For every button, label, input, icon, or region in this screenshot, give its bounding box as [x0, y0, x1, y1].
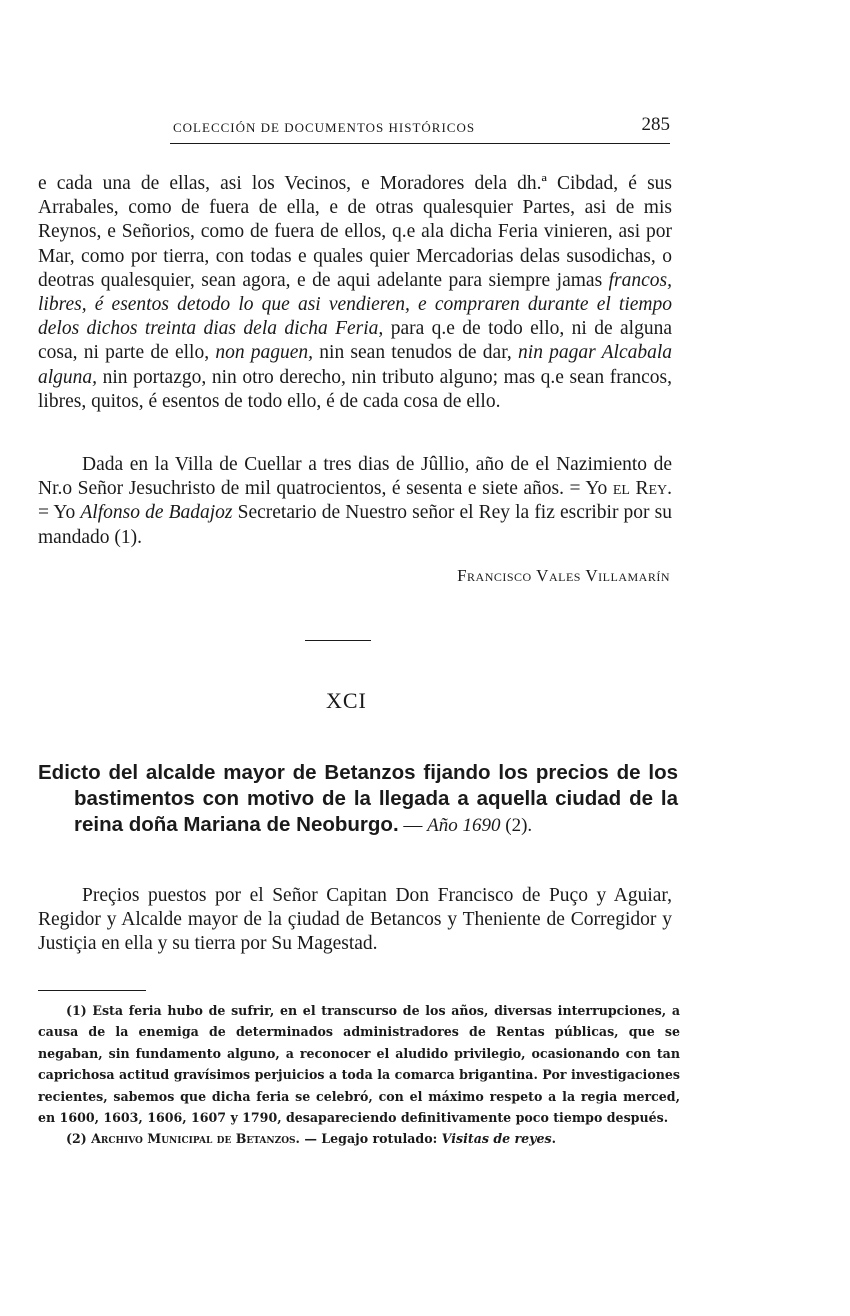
- footnote-1: (1) Esta feria hubo de sufrir, en el transcurso de los años, diversas interrupciones, a causa de la enemiga de determinados administradores de Rentas públicas, que se negaban, sin fundamento alguno, a reconocer el aludido privilegio, ocasionando con tan caprichosa actitud gravísimos perjuicios a toda la comarca brigantina. Por investigaciones recientes, sabemos que dicha feria se celebró, con el máximo respeto a la regia merced, en 1600, 1603, 1606, 1607 y 1790, desapareciendo definitivamente poco tiempo después.: [38, 1003, 680, 1126]
- p1-text-c: para q.e de todo ello, ni de alguna cosa, ni parte de ello,: [38, 318, 672, 364]
- header-rule: [170, 143, 670, 144]
- footnote-rule: [38, 990, 146, 991]
- fn2-text: — Legajo rotulado:: [299, 1131, 442, 1147]
- p2-el-rey: el Rey: [612, 478, 668, 500]
- heading-title: Edicto del alcalde mayor de Betanzos fijando los precios de los bastimentos con motivo de la llegada a aquella ciudad de la reina doña Mariana de Neoburgo.: [38, 761, 678, 836]
- paragraph-privilege-continuation: [38, 172, 672, 414]
- fn2-source: Archivo Municipal de Betanzos.: [91, 1131, 300, 1147]
- footnote-2: [38, 1128, 680, 1149]
- running-head: [38, 112, 670, 146]
- p2-italic-secretary: Alfonso de Badajoz: [80, 502, 233, 524]
- heading-dash: —: [398, 815, 428, 836]
- paragraph-dating-clause: [38, 453, 672, 550]
- heading-year: Año 1690: [427, 815, 501, 836]
- p2-text-a: Dada en la Villa de Cuellar a tres dias de Jûllio, año de el Nazimiento de Nr.o Señor Jesuchristo de mil quatrocientos, é sesenta e siete años. = Yo: [38, 454, 672, 500]
- fn2-number: (2): [66, 1131, 87, 1147]
- fn2-end: .: [551, 1131, 556, 1147]
- fn2-title: Visitas de reyes: [441, 1131, 552, 1147]
- document-number: XCI: [326, 688, 367, 713]
- document-heading: [38, 760, 678, 839]
- p2-text-c: . = Yo: [38, 478, 673, 524]
- p1-text-g: nin portazgo, nin otro derecho, nin tributo alguno; mas q.e sean francos, libres, quitos, é esentos de todo ello, é de cada cosa de ello.: [38, 366, 673, 412]
- p1-text-e: nin sean tenudos de dar,: [319, 342, 512, 364]
- p1-text-a: e cada una de ellas, asi los Vecinos, e Moradores dela dh.ª Cibdad, é sus Arrabales, como de fuera de ella, e de otras qualesquier Partes, asi de mis Reynos, e Señorios, como de fuera de ellos, q.e ala dicha Feria vinieren, asi por Mar, como por tierra, con todas e quales quier Mercadorias delas susodichas, o deotras qualesquier, sean agora, e de aqui adelante para siempre jamas: [38, 173, 672, 291]
- p2-text-e: Secretario de Nuestro señor el Rey la fiz escribir por su mandado (1).: [38, 502, 672, 548]
- heading-note-ref: (2).: [500, 815, 533, 836]
- section-divider: [305, 640, 371, 641]
- p1-italic-b: francos, libres, é esentos detodo lo que asi vendieren, e compraren durante el tiempo delos dichos treinta dias dela dicha Feria,: [38, 269, 672, 340]
- running-head-title: COLECCIÓN DE DOCUMENTOS HISTÓRICOS: [173, 120, 476, 135]
- author-signature: Francisco Vales Villamarín: [457, 566, 670, 585]
- page-number: 285: [641, 114, 670, 135]
- footnotes: [38, 1000, 680, 1150]
- p1-italic-f: nin pagar Alcabala alguna,: [38, 342, 673, 388]
- p1-italic-d: non paguen,: [215, 342, 314, 364]
- paragraph-prices-intro: Preçios puestos por el Señor Capitan Don Francisco de Puço y Aguiar, Regidor y Alcalde mayor de la çiudad de Betancos y Theniente de Corregidor y Justiçia en ella y su tierra por Su Magestad.: [38, 885, 672, 955]
